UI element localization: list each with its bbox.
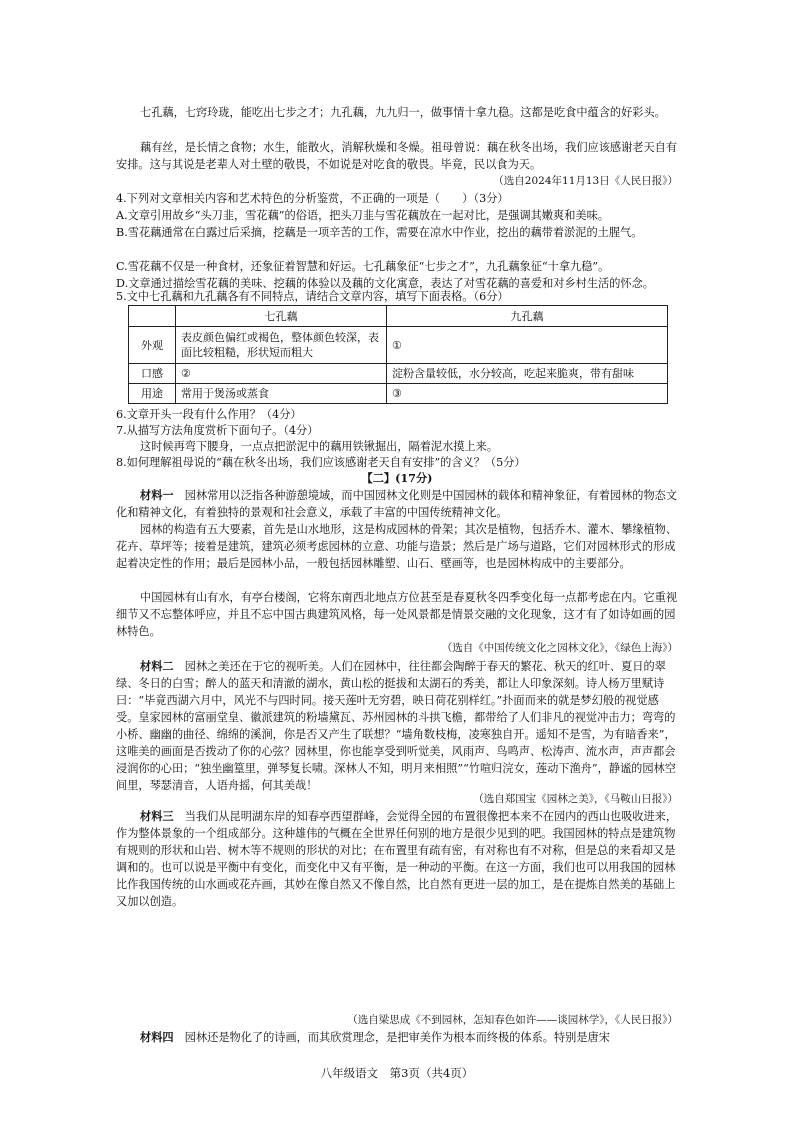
passage-paragraph: 七孔藕，七窍玲珑，能吃出七步之才；九孔藕，九九归一，做事情十拿九稳。这都是吃食中蕴含的好彩头。 xyxy=(140,106,666,119)
table-header-cell: 七孔藕 xyxy=(176,306,387,327)
material-2-source: （选自郑国宝《园林之美》，《马鞍山日报》） xyxy=(473,793,678,805)
question-6: 6.文章开头一段有什么作用？（4分） xyxy=(116,408,302,421)
table-cell-answer-2: ② xyxy=(176,364,387,384)
question-4-stem: 4.下列对文章相关内容和艺术特色的分析鉴赏，不正确的一项是（ ）（3分） xyxy=(116,192,509,205)
table-row xyxy=(129,327,668,364)
material-1-text: 园林常用以泛指各种游憩境域，而中国园林文化则是中国园林的载体和精神象征，有着园林的物态文化和精神文化，有着独特的景观和社会意义，承载了丰富的中国传统精神文化。 xyxy=(116,489,678,519)
material-2-text: 园林之美还在于它的视听美。人们在园林中，往往都会陶醉于春天的繁花、秋天的红叶、夏日的翠绿、冬日的白雪；醉人的蓝天和清澈的湖水，黄山松的挺拔和太湖石的秀美，都让人印象深刻。诗人杨万里赋诗曰：“毕竟西湖六月中，风光不与四时同。接天莲叶无穷碧，映日荷花别样红。”扑面而来的就是梦幻般的视觉感受。皇家园林的富丽堂皇、徽派建筑的粉墙黛瓦、苏州园林的斗拱飞檐，都带给了人们非凡的视觉冲击力；弯弯的小桥、幽幽的曲径、绵绵的溪涧，你是否又产生了联想？“墙角数枝梅，凌寒独自开。遥知不是雪，为有暗香来”，这唯美的画面是否拨动了你的心弦？园林里，你也能享受到听觉美，风雨声、鸟鸣声、松涛声、流水声，声声都会浸润你的心田；“独坐幽篁里，弹琴复长啸。深林人不知，明月来相照”“竹喧归浣女，莲动下渔舟”，静谧的园林空间里，琴瑟清音，人语舟摇，何其美哉！ xyxy=(116,660,676,792)
table-row xyxy=(129,364,668,384)
table-header-cell: 九孔藕 xyxy=(387,306,668,327)
material-1-paragraph: 中国园林有山有水，有亭台楼阁，它将东南西北地点方位甚至是春夏秋冬四季变化每一点都考虑在内。它重视细节又不忘整体呼应，并且不忘中国古典建筑风格，每一处风景都是情景交融的文化现象，这才有了如诗如画的园林特色。 xyxy=(116,591,678,638)
table-cell: 口感 xyxy=(129,364,176,384)
table-cell: 常用于煲汤或蒸食 xyxy=(176,384,387,404)
material-4-text: 园林还是物化了的诗画，而其欣赏理念，是把审美作为根本而终极的体系。特别是唐宋 xyxy=(184,1031,610,1044)
table-cell-answer-3: ③ xyxy=(387,384,668,404)
question-5-table xyxy=(128,305,668,404)
passage-paragraph: 藕有丝，是长情之食物；水生，能散火，消解秋燥和冬燥。祖母曾说：藕在秋冬出场，我们应该感谢老天自有安排。这与其说是老辈人对土壁的敬畏，不如说是对吃食的敬畏。毕竟，民以食为天。 xyxy=(116,141,678,171)
question-4-option-b: B.雪花藕通常在白露过后采摘，挖藕是一项辛苦的工作，需要在凉水中作业，挖出的藕带着淤泥的土腥气。 xyxy=(116,226,643,239)
question-4-option-a: A.文章引用故乡“头刀韭，雪花藕”的俗语，把头刀韭与雪花藕放在一起对比，是强调其嫩爽和美味。 xyxy=(116,209,609,222)
page-footer: 八年级语文 第3页（共4页） xyxy=(320,1066,474,1080)
material-1-paragraph xyxy=(116,487,678,521)
material-2-paragraph xyxy=(116,658,678,794)
material-3-label: 材料三 xyxy=(140,810,174,823)
table-cell: 用途 xyxy=(129,384,176,404)
material-3-source: （选自梁思成《不到园林，怎知春色如许——谈园林学》，《人民日报》） xyxy=(347,1014,678,1026)
material-3-text: 当我们从昆明湖东岸的知春亭西望群峰，会觉得全园的布置很像把本来不在园内的西山也吸收进来，作为整体景象的一个组成部分。这种雄伟的气概在全世界任何别的地方是很少见到的吧。我国园林的特点是建筑物有规则的形状和山岩、树木等不规则的形状的对比；在布置里有疏有密，有对称也有不对称，但是总的来看却又是调和的。也可以说是平衡中有变化，而变化中又有平衡，是一种动的平衡。在这一方面，我们也可以用我国的园林比作我国传统的山水画或花卉画，其妙在像自然又不像自然，比自然有更进一层的加工，是在提炼自然美的基础上又加以创造。 xyxy=(116,810,678,908)
passage-source: （选自2024年11月13日《人民日报》） xyxy=(493,175,678,187)
material-4-label: 材料四 xyxy=(140,1031,174,1044)
material-1-label: 材料一 xyxy=(140,489,174,502)
question-4-option-c: C.雪花藕不仅是一种食材，还象征着智慧和好运。七孔藕象征“七步之才”，九孔藕象征“十拿九稳”。 xyxy=(116,260,610,273)
table-cell: 淀粉含量较低，水分较高，吃起来脆爽，带有甜味 xyxy=(387,364,668,384)
table-cell: 表皮颜色偏红或褐色，整体颜色较深，表面比较粗糙，形状短而粗大 xyxy=(176,327,387,364)
table-header-row xyxy=(129,306,668,327)
question-5-stem: 5.文中七孔藕和九孔藕各有不同特点，请结合文章内容，填写下面表格。（6分） xyxy=(116,290,509,303)
section-2-heading: 【二】(17分) xyxy=(361,471,433,485)
question-4-option-d: D.文章通过描绘雪花藕的美味、挖藕的体验以及藕的文化寓意，表达了对雪花藕的喜爱和对乡村生活的怀念。 xyxy=(116,277,654,290)
question-7-stem: 7.从描写方法角度赏析下面句子。（4分） xyxy=(116,424,319,437)
material-1-paragraph: 园林的构造有五大要素，首先是山水地形，这是构成园林的骨架；其次是植物，包括乔木、灌木、攀缘植物、花卉、草坪等；接着是建筑，建筑必须考虑园林的立意、功能与造景；然后是广场与道路，它们对园林形式的形成起着决定性的作用；最后是园林小品，一般包括园林雕塑、山石、壁画等，也是园林构成中的主要部分。 xyxy=(116,523,678,570)
table-header-cell xyxy=(129,306,176,327)
material-2-label: 材料二 xyxy=(140,660,174,673)
question-7-quote: 这时候再弯下腰身，一点点把淤泥中的藕用铁锹掘出，隔着泥水摸上来。 xyxy=(140,440,499,453)
question-8: 8.如何理解祖母说的“藕在秋冬出场，我们应该感谢老天自有安排”的含义？（5分） xyxy=(116,456,526,469)
table-cell-answer-1: ① xyxy=(387,327,668,364)
material-3-paragraph xyxy=(116,808,678,910)
table-cell: 外观 xyxy=(129,327,176,364)
material-4-paragraph xyxy=(116,1029,678,1046)
table-row xyxy=(129,384,668,404)
material-1-source: （选自《中国传统文化之园林文化》，《绿色上海》） xyxy=(441,642,678,654)
